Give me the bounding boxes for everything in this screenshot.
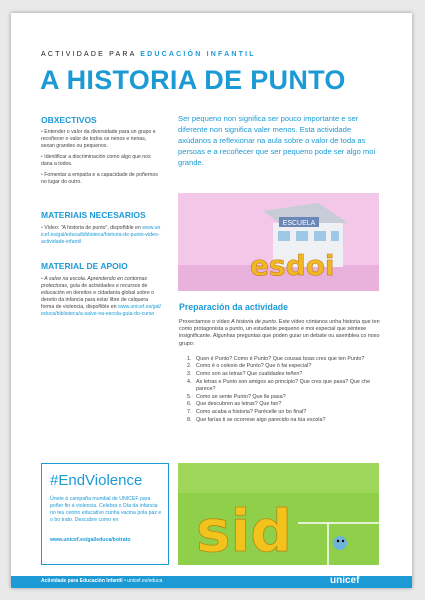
bullet-icon: • [41,172,45,178]
support-heading: MATERIAL DE APOIO [41,261,128,271]
endviolence-tag: #EndViolence [50,472,143,489]
endviolence-box [41,463,169,565]
bullet-icon: • [41,225,45,231]
punto-character-icon [333,536,347,550]
materials-link[interactable]: www.unicef.es/gal/educa/biblioteca/historia-de-punto-video-actividade-infantil [41,225,161,245]
support-link[interactable]: www.unicef.es/gal/educa/biblioteca/a-salve-na-escola-guia-do-curso [41,304,161,317]
illustration-school [178,193,379,291]
objectives-section [41,115,161,190]
preparation-body: Proxectamos o vídeo A historia de punto. Este vídeo cóntanos unha historia que ten como protagonista a punto, un estudante pequeno e moi especial que séntese insignificante. Algunhas preguntas que poden guiar un debate ou asemblea co noso grupo: [179,319,380,347]
list-item: 7. Como acaba a historia? Parécelle un bo final? [193,409,384,417]
list-item: 1. Quen é Punto? Como é Punto? Que cousas boas cres que ten Punto? [193,356,384,364]
letters-text: esdoi [250,249,335,282]
objectives-list [41,129,161,186]
list-item: 6. Que descubren as letras? Que fan? [193,401,384,409]
list-item: 3. Como son as letras? Que cualidades teñen? [193,371,384,379]
footer-text: Actividade para Educación Infantil • unicef.es/educa [41,578,163,584]
bullet-icon: • [41,154,45,160]
kicker-highlight: EDUCACIÓN INFANTIL [140,51,256,58]
list-item: • Fomentar a empatía e a capacidade de poñernos no lugar do outro. [41,172,158,185]
preparation-section [179,302,384,424]
document-page [11,13,412,588]
list-item: • Identificar a discriminación como algo que nos dana a todos. [41,154,151,167]
letters-text: sid [196,497,292,565]
letters-illustration [178,463,379,565]
materials-text: • Vídeo: "A historia de punto", dispoñible en www.unicef.es/gal/educa/biblioteca/historia-de-punto-video-actividade-infantil [41,225,161,245]
school-illustration [178,193,379,291]
kicker [41,51,256,58]
endviolence-text: Únete á campaña mundial de UNICEF para poñer fin á violencia. Celebra o Día da infancia no teu centro educativo cunha vacina pola paz e o bo trato. Descubre como en [50,496,162,523]
list-item: 4. As letras e Punto son amigos ao principio? Que cres que pasa? Que che parece? [193,379,384,394]
objectives-heading: OBXECTIVOS [41,115,97,125]
preparation-heading: Preparación da actividade [179,302,289,312]
school-sign: ESCUELA [282,220,316,227]
list-item: 8. Que farías ti se ocorrese algo parecido na túa escola? [193,417,384,425]
support-section [41,261,161,318]
footer-bar [11,576,412,588]
questions-list [179,356,384,424]
materials-section [41,210,161,246]
kicker-prefix: ACTIVIDADE PARA [41,51,137,58]
illustration-letters [178,463,379,565]
endviolence-link[interactable]: www.unicef.es/gal/educa/botrato [50,537,131,543]
materials-heading: MATERIAIS NECESARIOS [41,210,146,220]
intro-text: Ser pequeno non significa ser pouco importante e ser diferente non significa valer menos. Esta actividade axúdanos a reflexionar na aula sobre o valor de toda as persoas e a recoñecer que ser pequeno pode ser algo moi grande. [178,114,376,167]
list-item: • Entender o valor da diversidade para un grupo e recoñecer o valor de todos os nenos e nenas, sexan grandes ou pequenos. [41,129,156,149]
page-title: A HISTORIA DE PUNTO [40,65,346,95]
unicef-logo[interactable]: unicef [330,575,360,586]
list-item: 2. Como é o colexio de Punto? Que ó fai especial? [193,363,384,371]
bullet-icon: • [41,129,45,135]
bullet-icon: • [41,276,45,282]
list-item: 5. Como se sente Punto? Que lle pasa? [193,394,384,402]
support-text: • A salve na escola. Aprendendo en contornas protectoras, guía de actividades e recursos de educación en dereitos e cidadanía global sobre o dereito da infancia para estar libre de calquera forma de violencia, dispoñible en www.unicef.es/gal/educa/biblioteca/a-salve-na-escola-guia-do-curso [41,276,161,317]
